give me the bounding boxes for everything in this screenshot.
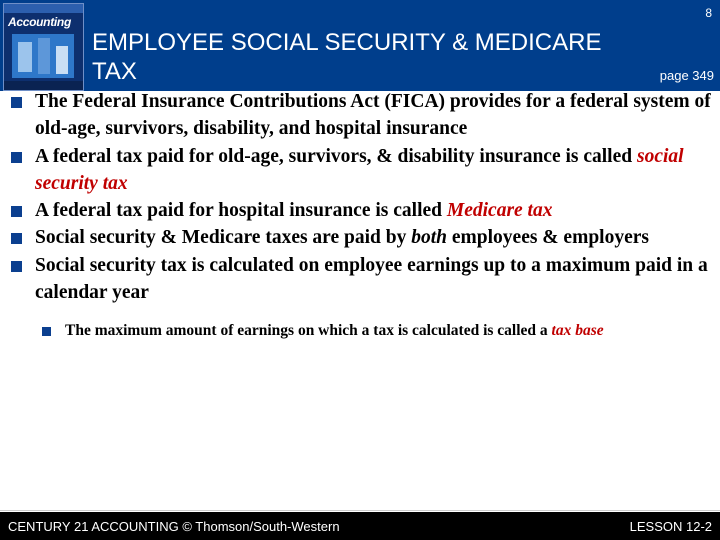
bullet-text: A federal tax paid for hospital insurance is called bbox=[35, 200, 447, 222]
key-term: social security tax bbox=[35, 145, 684, 194]
emphasis-word: both bbox=[411, 227, 447, 249]
key-term: Medicare tax bbox=[446, 200, 553, 222]
slide-number: 8 bbox=[705, 6, 712, 20]
slide-header bbox=[0, 0, 720, 91]
bullet-text: Social security tax is calculated on employee earnings up to a maximum paid in a calendar year bbox=[35, 254, 708, 304]
footer-divider bbox=[0, 510, 720, 511]
square-bullet-icon bbox=[11, 233, 22, 244]
bullet-text: Social security & Medicare taxes are paid by bbox=[35, 227, 412, 249]
square-bullet-icon bbox=[11, 97, 22, 108]
square-bullet-icon bbox=[11, 261, 22, 272]
key-term: tax base bbox=[551, 322, 604, 340]
bullet-text: A federal tax paid for old-age, survivors, & disability insurance is called bbox=[35, 145, 637, 167]
cover-art-block bbox=[18, 42, 32, 72]
bullet-item bbox=[8, 252, 712, 307]
bullet-list bbox=[8, 88, 712, 306]
lesson-label: LESSON 12-2 bbox=[629, 519, 712, 534]
square-bullet-icon bbox=[11, 152, 22, 163]
slide-title: EMPLOYEE SOCIAL SECURITY & MEDICARE TAX bbox=[92, 29, 602, 85]
cover-art-block bbox=[38, 38, 50, 74]
square-bullet-icon bbox=[11, 206, 22, 217]
bullet-text: employees & employers bbox=[447, 227, 649, 249]
sub-bullet-item bbox=[38, 320, 712, 342]
cover-artwork bbox=[12, 34, 74, 78]
slide-footer bbox=[0, 512, 720, 540]
bullet-item bbox=[8, 197, 712, 224]
bullet-item bbox=[8, 88, 712, 143]
bullet-item bbox=[8, 224, 712, 251]
cover-art-block bbox=[56, 46, 68, 74]
footer-copyright: CENTURY 21 ACCOUNTING © Thomson/South-Western bbox=[8, 519, 340, 534]
bullet-item bbox=[8, 143, 712, 198]
sub-bullet-list bbox=[8, 320, 712, 342]
sub-bullet-text: The maximum amount of earnings on which a tax is calculated is called a bbox=[65, 322, 552, 340]
bullet-text: The Federal Insurance Contributions Act (FICA) provides for a federal system of old-age, survivors, disability, and hospital insurance bbox=[35, 91, 711, 140]
cover-top-strip bbox=[4, 4, 83, 13]
square-bullet-icon bbox=[42, 327, 51, 336]
page-reference: page 349 bbox=[659, 68, 714, 83]
slide-body bbox=[8, 88, 712, 342]
cover-title: Accounting bbox=[8, 15, 71, 29]
book-cover-image bbox=[3, 3, 84, 91]
